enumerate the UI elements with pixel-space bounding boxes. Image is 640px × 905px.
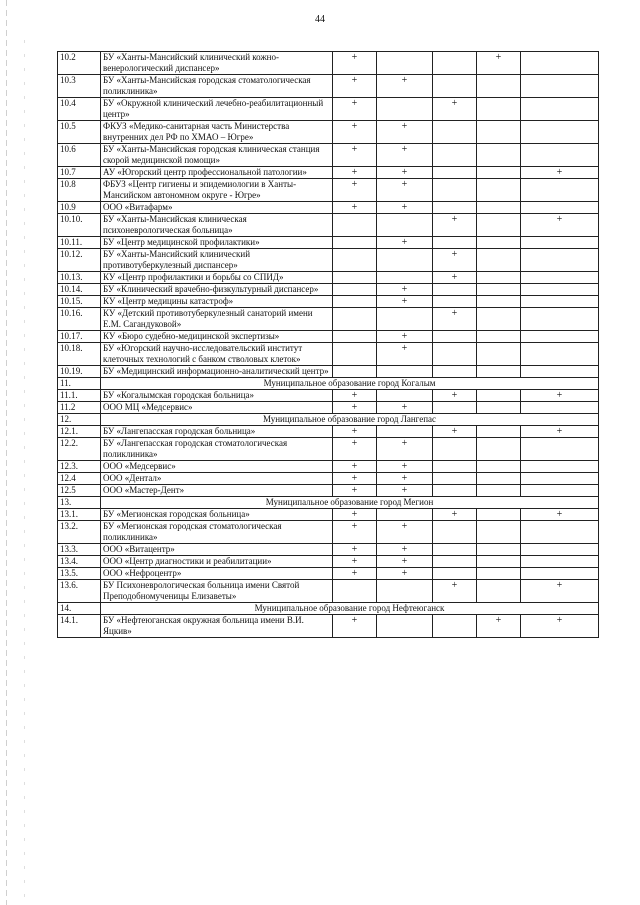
mark-cell-4	[477, 75, 521, 98]
mark-cell-4	[477, 249, 521, 272]
mark-cell-5	[521, 556, 599, 568]
mark-cell-5	[521, 308, 599, 331]
mark-cell-5: +	[521, 509, 599, 521]
mark-cell-3	[433, 202, 477, 214]
mark-cell-5	[521, 485, 599, 497]
mark-cell-1: +	[333, 544, 377, 556]
mark-cell-2	[377, 52, 433, 75]
mark-cell-1	[333, 331, 377, 343]
mark-cell-2: +	[377, 521, 433, 544]
row-number: 14.	[58, 603, 101, 615]
mark-cell-2	[377, 272, 433, 284]
mark-cell-5	[521, 284, 599, 296]
row-number: 10.15.	[58, 296, 101, 308]
mark-cell-1: +	[333, 438, 377, 461]
facility-name: ООО «Витацентр»	[101, 544, 333, 556]
row-number: 12.3.	[58, 461, 101, 473]
mark-cell-1: +	[333, 75, 377, 98]
facility-name: БУ «Ханты-Мансийская клиническая психоневрологическая больница»	[101, 214, 333, 237]
mark-cell-3: +	[433, 308, 477, 331]
row-number: 10.12.	[58, 249, 101, 272]
mark-cell-2: +	[377, 485, 433, 497]
facility-name: АУ «Югорский центр профессиональной патологии»	[101, 167, 333, 179]
row-number: 10.9	[58, 202, 101, 214]
facility-name: ООО «Нефроцентр»	[101, 568, 333, 580]
mark-cell-2: +	[377, 284, 433, 296]
facility-name: БУ «Клинический врачебно-физкультурный диспансер»	[101, 284, 333, 296]
mark-cell-3	[433, 402, 477, 414]
row-number: 12.5	[58, 485, 101, 497]
mark-cell-2	[377, 509, 433, 521]
mark-cell-5	[521, 343, 599, 366]
table-row	[58, 272, 599, 284]
mark-cell-2	[377, 390, 433, 402]
scan-edge-artifact	[6, 0, 7, 905]
mark-cell-5	[521, 461, 599, 473]
row-number: 14.1.	[58, 615, 101, 638]
facility-name: КУ «Детский противотуберкулезный санаторий имени Е.М. Сагандуковой»	[101, 308, 333, 331]
mark-cell-1	[333, 366, 377, 378]
table-row	[58, 521, 599, 544]
mark-cell-4	[477, 343, 521, 366]
table-row	[58, 473, 599, 485]
mark-cell-3	[433, 615, 477, 638]
facility-name: КУ «Бюро судебно-медицинской экспертизы»	[101, 331, 333, 343]
facilities-table	[57, 51, 599, 638]
mark-cell-5	[521, 296, 599, 308]
mark-cell-1	[333, 272, 377, 284]
row-number: 13.	[58, 497, 101, 509]
mark-cell-1: +	[333, 568, 377, 580]
mark-cell-3	[433, 556, 477, 568]
mark-cell-3: +	[433, 390, 477, 402]
table-row	[58, 438, 599, 461]
municipality-heading: Муниципальное образование город Когалым	[101, 378, 599, 390]
row-number: 10.14.	[58, 284, 101, 296]
row-number: 10.2	[58, 52, 101, 75]
mark-cell-1: +	[333, 144, 377, 167]
mark-cell-4	[477, 580, 521, 603]
facility-name: БУ Психоневрологическая больница имени Святой Преподобномученицы Елизаветы»	[101, 580, 333, 603]
mark-cell-2	[377, 98, 433, 121]
mark-cell-3	[433, 438, 477, 461]
mark-cell-2	[377, 308, 433, 331]
mark-cell-2	[377, 249, 433, 272]
table-row	[58, 296, 599, 308]
row-number: 10.5	[58, 121, 101, 144]
region-row	[58, 497, 599, 509]
facility-name: БУ «Ханты-Мансийская городская стоматологическая поликлиника»	[101, 75, 333, 98]
mark-cell-3	[433, 284, 477, 296]
mark-cell-1	[333, 343, 377, 366]
facility-name: БУ «Мегионская городская стоматологическая поликлиника»	[101, 521, 333, 544]
table-row	[58, 461, 599, 473]
mark-cell-4: +	[477, 615, 521, 638]
facility-name: БУ «Нефтеюганская окружная больница имени В.И. Яцкив»	[101, 615, 333, 638]
mark-cell-3	[433, 121, 477, 144]
row-number: 11.2	[58, 402, 101, 414]
mark-cell-1: +	[333, 461, 377, 473]
mark-cell-5	[521, 202, 599, 214]
mark-cell-3: +	[433, 580, 477, 603]
table-row	[58, 52, 599, 75]
mark-cell-5: +	[521, 167, 599, 179]
mark-cell-2	[377, 214, 433, 237]
mark-cell-1: +	[333, 121, 377, 144]
mark-cell-3	[433, 485, 477, 497]
facility-name: КУ «Центр медицины катастроф»	[101, 296, 333, 308]
facility-name: БУ «Югорский научно-исследовательский институт клеточных технологий с банком стволовых клеток»	[101, 343, 333, 366]
mark-cell-1: +	[333, 521, 377, 544]
mark-cell-3	[433, 521, 477, 544]
mark-cell-2: +	[377, 438, 433, 461]
mark-cell-4	[477, 521, 521, 544]
facility-name: БУ «Окружной клинический лечебно-реабилитационный центр»	[101, 98, 333, 121]
mark-cell-1: +	[333, 426, 377, 438]
table-row	[58, 167, 599, 179]
mark-cell-5	[521, 402, 599, 414]
table-row	[58, 144, 599, 167]
mark-cell-4	[477, 461, 521, 473]
mark-cell-2	[377, 580, 433, 603]
mark-cell-5: +	[521, 580, 599, 603]
mark-cell-3	[433, 568, 477, 580]
mark-cell-1: +	[333, 402, 377, 414]
mark-cell-2: +	[377, 343, 433, 366]
table-row	[58, 485, 599, 497]
table-row	[58, 343, 599, 366]
mark-cell-2: +	[377, 202, 433, 214]
facility-name: БУ «Лангепасская городская больница»	[101, 426, 333, 438]
mark-cell-1	[333, 284, 377, 296]
mark-cell-5	[521, 272, 599, 284]
mark-cell-4	[477, 390, 521, 402]
mark-cell-1	[333, 296, 377, 308]
table-row	[58, 249, 599, 272]
row-number: 10.17.	[58, 331, 101, 343]
mark-cell-3: +	[433, 249, 477, 272]
mark-cell-1: +	[333, 473, 377, 485]
mark-cell-3	[433, 331, 477, 343]
table-body	[58, 52, 599, 638]
table-row	[58, 568, 599, 580]
mark-cell-3	[433, 144, 477, 167]
facility-name: БУ «Когалымская городская больница»	[101, 390, 333, 402]
mark-cell-4	[477, 202, 521, 214]
mark-cell-4	[477, 544, 521, 556]
mark-cell-4	[477, 331, 521, 343]
mark-cell-3	[433, 167, 477, 179]
mark-cell-2: +	[377, 296, 433, 308]
facility-name: ООО «Дентал»	[101, 473, 333, 485]
row-number: 13.1.	[58, 509, 101, 521]
mark-cell-3	[433, 75, 477, 98]
table-row	[58, 580, 599, 603]
facility-name: БУ «Мегионская городская больница»	[101, 509, 333, 521]
row-number: 13.2.	[58, 521, 101, 544]
row-number: 13.5.	[58, 568, 101, 580]
table-row	[58, 202, 599, 214]
mark-cell-3	[433, 544, 477, 556]
mark-cell-4	[477, 237, 521, 249]
mark-cell-3: +	[433, 509, 477, 521]
table-row	[58, 214, 599, 237]
region-row	[58, 378, 599, 390]
mark-cell-1: +	[333, 98, 377, 121]
municipality-heading: Муниципальное образование город Нефтеюганск	[101, 603, 599, 615]
mark-cell-1	[333, 580, 377, 603]
row-number: 11.	[58, 378, 101, 390]
mark-cell-4	[477, 284, 521, 296]
mark-cell-1: +	[333, 485, 377, 497]
row-number: 10.10.	[58, 214, 101, 237]
mark-cell-2: +	[377, 568, 433, 580]
mark-cell-4	[477, 402, 521, 414]
facility-name: ООО МЦ «Медсервис»	[101, 402, 333, 414]
row-number: 12.4	[58, 473, 101, 485]
row-number: 10.16.	[58, 308, 101, 331]
facility-name: БУ «Медицинский информационно-аналитический центр»	[101, 366, 333, 378]
mark-cell-3: +	[433, 272, 477, 284]
municipality-heading: Муниципальное образование город Лангепас	[101, 414, 599, 426]
mark-cell-3	[433, 296, 477, 308]
table-row	[58, 308, 599, 331]
mark-cell-1	[333, 249, 377, 272]
mark-cell-3: +	[433, 426, 477, 438]
mark-cell-5	[521, 98, 599, 121]
table-row	[58, 556, 599, 568]
table-row	[58, 426, 599, 438]
mark-cell-4	[477, 214, 521, 237]
mark-cell-4	[477, 308, 521, 331]
row-number: 13.3.	[58, 544, 101, 556]
page-number: 44	[315, 14, 325, 25]
facility-name: ООО «Мастер-Дент»	[101, 485, 333, 497]
row-number: 10.3	[58, 75, 101, 98]
facility-name: ООО «Витафарм»	[101, 202, 333, 214]
mark-cell-4	[477, 179, 521, 202]
facility-name: БУ «Ханты-Мансийская городская клиническая станция скорой медицинской помощи»	[101, 144, 333, 167]
mark-cell-1	[333, 308, 377, 331]
mark-cell-2: +	[377, 473, 433, 485]
row-number: 10.18.	[58, 343, 101, 366]
mark-cell-1: +	[333, 556, 377, 568]
table-row	[58, 237, 599, 249]
mark-cell-2: +	[377, 544, 433, 556]
mark-cell-3	[433, 461, 477, 473]
mark-cell-5	[521, 144, 599, 167]
mark-cell-5	[521, 52, 599, 75]
mark-cell-5	[521, 521, 599, 544]
mark-cell-2	[377, 366, 433, 378]
facility-name: ФБУЗ «Центр гигиены и эпидемиологии в Ханты-Мансийском автономном округе - Югре»	[101, 179, 333, 202]
mark-cell-5: +	[521, 426, 599, 438]
mark-cell-5	[521, 473, 599, 485]
mark-cell-5	[521, 75, 599, 98]
mark-cell-4	[477, 438, 521, 461]
table-row	[58, 75, 599, 98]
facility-name: БУ «Ханты-Мансийский клинический кожно-венерологический диспансер»	[101, 52, 333, 75]
mark-cell-2	[377, 426, 433, 438]
mark-cell-4	[477, 509, 521, 521]
facility-name: ООО «Медсервис»	[101, 461, 333, 473]
mark-cell-2: +	[377, 179, 433, 202]
mark-cell-3	[433, 343, 477, 366]
mark-cell-4	[477, 366, 521, 378]
mark-cell-2: +	[377, 402, 433, 414]
mark-cell-2: +	[377, 461, 433, 473]
mark-cell-4	[477, 568, 521, 580]
mark-cell-5	[521, 237, 599, 249]
mark-cell-2: +	[377, 167, 433, 179]
row-number: 12.2.	[58, 438, 101, 461]
mark-cell-3	[433, 237, 477, 249]
row-number: 12.1.	[58, 426, 101, 438]
mark-cell-1: +	[333, 167, 377, 179]
mark-cell-4: +	[477, 52, 521, 75]
row-number: 10.19.	[58, 366, 101, 378]
mark-cell-4	[477, 473, 521, 485]
mark-cell-3: +	[433, 214, 477, 237]
region-row	[58, 414, 599, 426]
mark-cell-3	[433, 366, 477, 378]
row-number: 10.6	[58, 144, 101, 167]
row-number: 10.13.	[58, 272, 101, 284]
mark-cell-4	[477, 426, 521, 438]
table-row	[58, 98, 599, 121]
mark-cell-5: +	[521, 615, 599, 638]
mark-cell-4	[477, 121, 521, 144]
mark-cell-2: +	[377, 556, 433, 568]
row-number: 10.4	[58, 98, 101, 121]
mark-cell-2: +	[377, 144, 433, 167]
mark-cell-2: +	[377, 331, 433, 343]
mark-cell-1: +	[333, 615, 377, 638]
mark-cell-2	[377, 615, 433, 638]
row-number: 10.7	[58, 167, 101, 179]
mark-cell-4	[477, 296, 521, 308]
mark-cell-5: +	[521, 214, 599, 237]
facility-name: БУ «Центр медицинской профилактики»	[101, 237, 333, 249]
mark-cell-3	[433, 52, 477, 75]
mark-cell-1: +	[333, 179, 377, 202]
mark-cell-2: +	[377, 237, 433, 249]
mark-cell-5	[521, 568, 599, 580]
row-number: 11.1.	[58, 390, 101, 402]
mark-cell-5: +	[521, 390, 599, 402]
table-row	[58, 331, 599, 343]
row-number: 13.4.	[58, 556, 101, 568]
mark-cell-1: +	[333, 202, 377, 214]
row-number: 10.8	[58, 179, 101, 202]
mark-cell-4	[477, 556, 521, 568]
mark-cell-5	[521, 366, 599, 378]
mark-cell-4	[477, 272, 521, 284]
row-number: 12.	[58, 414, 101, 426]
row-number: 13.6.	[58, 580, 101, 603]
mark-cell-5	[521, 438, 599, 461]
facility-name: БУ «Ханты-Мансийский клинический противотуберкулезный диспансер»	[101, 249, 333, 272]
mark-cell-2: +	[377, 121, 433, 144]
mark-cell-5	[521, 331, 599, 343]
mark-cell-5	[521, 179, 599, 202]
mark-cell-1	[333, 237, 377, 249]
scan-edge-artifact-inner	[24, 40, 25, 900]
facility-name: ООО «Центр диагностики и реабилитации»	[101, 556, 333, 568]
facility-name: КУ «Центр профилактики и борьбы со СПИД»	[101, 272, 333, 284]
mark-cell-4	[477, 144, 521, 167]
mark-cell-3	[433, 473, 477, 485]
facility-name: БУ «Лангепасская городская стоматологическая поликлиника»	[101, 438, 333, 461]
table-row	[58, 615, 599, 638]
mark-cell-3: +	[433, 98, 477, 121]
table-row	[58, 402, 599, 414]
mark-cell-1: +	[333, 390, 377, 402]
region-row	[58, 603, 599, 615]
table-row	[58, 284, 599, 296]
mark-cell-5	[521, 544, 599, 556]
mark-cell-1	[333, 214, 377, 237]
mark-cell-5	[521, 249, 599, 272]
table-row	[58, 366, 599, 378]
table-row	[58, 390, 599, 402]
mark-cell-4	[477, 167, 521, 179]
mark-cell-4	[477, 485, 521, 497]
mark-cell-2: +	[377, 75, 433, 98]
mark-cell-1: +	[333, 509, 377, 521]
table-row	[58, 509, 599, 521]
mark-cell-3	[433, 179, 477, 202]
facility-name: ФКУЗ «Медико-санитарная часть Министерства внутренних дел РФ по ХМАО – Югре»	[101, 121, 333, 144]
table-row	[58, 121, 599, 144]
row-number: 10.11.	[58, 237, 101, 249]
municipality-heading: Муниципальное образование город Мегион	[101, 497, 599, 509]
mark-cell-4	[477, 98, 521, 121]
mark-cell-1: +	[333, 52, 377, 75]
table-row	[58, 179, 599, 202]
table-row	[58, 544, 599, 556]
mark-cell-5	[521, 121, 599, 144]
